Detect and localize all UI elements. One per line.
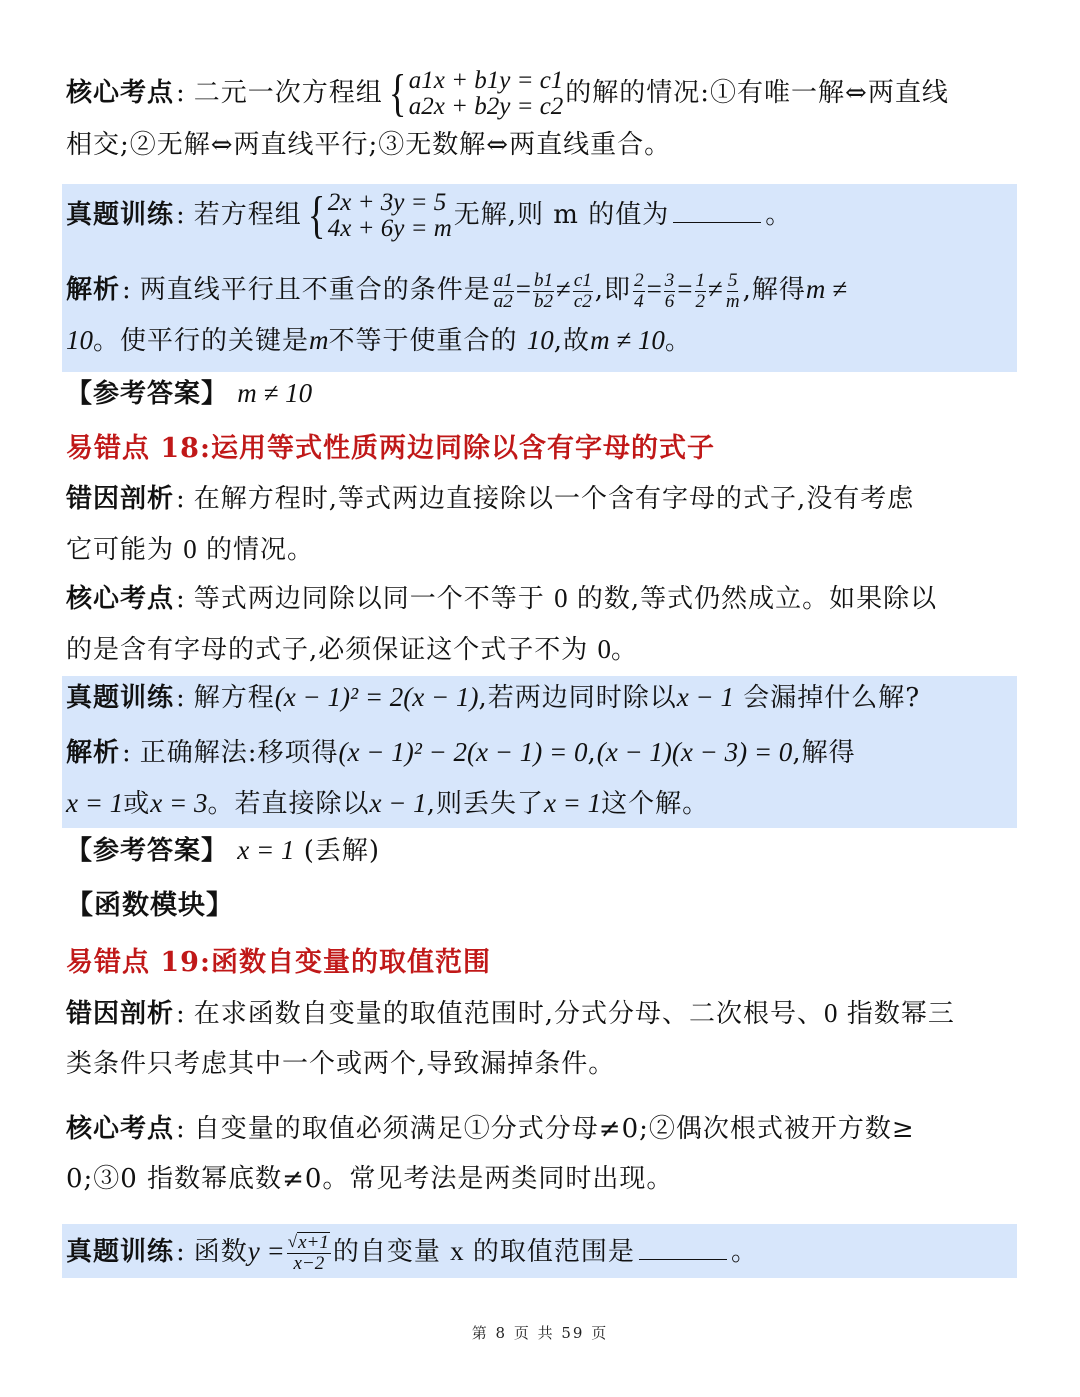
error-cause-paragraph-18: 错因剖析: 在解方程时,等式两边直接除以一个含有字母的式子,没有考虑 它可能为 0 的情况。 [66, 484, 915, 565]
fraction: $\frac{c1}{c2}$ [573, 269, 592, 312]
page-footer: 第 8 页 共 59 页 [471, 1324, 609, 1342]
exercise-1-analysis [66, 264, 1016, 366]
core-point-paragraph-1 [66, 65, 1016, 170]
answer-blank [639, 1231, 727, 1260]
equation-system: { 2x + 3y = 5 4x + 6y = m [307, 187, 452, 244]
analysis-line-1: 解析: 两直线平行且不重合的条件是 $\frac{a1}{a2}$ = $\frac{b1}{b2}$ ≠ $\frac{c1}{c2}$ ,即 $\frac{2}{4}$ = $\frac{3}{6}$ = $\frac{1}{2}$ ≠ $\frac{5}{m}$ ,解得m ≠ [66, 269, 847, 312]
system-line-2: a2x + b2y = c2 [408, 93, 564, 120]
exercise-3: 真题训练: 函数y = √ x+1 x−2 的自变量 x 的取值范围是 。 [66, 1232, 758, 1274]
exercise-2 [66, 672, 1016, 723]
module-heading: 【函数模块】 [66, 890, 234, 921]
reference-answer-1: 【参考答案】 m ≠ 10 [66, 378, 313, 409]
exercise-1-question: 真题训练: 若方程组 { 2x + 3y = 5 4x + 6y = m 无解,则 m 的值为 。 [66, 187, 793, 244]
core-point-line-1: 核心考点: 二元一次方程组 { a1x + b1y = c1 a2x + b2y = c2 的解的情况:①有唯一解⇔两直线 [66, 65, 949, 122]
system-line-1: a1x + b1y = c1 [408, 67, 564, 94]
exercise-1 [66, 187, 1016, 244]
core-point-text: 二元一次方程组 [193, 78, 383, 108]
equation-system: { a1x + b1y = c1 a2x + b2y = c2 [388, 65, 564, 122]
answer-blank [673, 194, 761, 223]
fraction: √ x+1 x−2 [287, 1232, 329, 1274]
exercise-2-question: 真题训练: 解方程(x − 1)² = 2(x − 1),若两边同时除以x − 1 会漏掉什么解? [66, 682, 921, 713]
fraction: $\frac{3}{6}$ [664, 269, 675, 312]
fraction: $\frac{5}{m}$ [725, 269, 740, 312]
error-cause-paragraph-19: 错因剖析: 在求函数自变量的取值范围时,分式分母、二次根号、0 指数幂三 类条件只考虑其中一个或两个,导致漏掉条件。 [66, 998, 955, 1079]
fraction: $\frac{2}{4}$ [634, 269, 644, 312]
core-point-paragraph-19: 核心考点: 自变量的取值必须满足①分式分母≠0;②偶次根式被开方数≥ 0;③0 指数幂底数≠0。常见考法是两类同时出现。 [66, 1114, 915, 1194]
fraction: $\frac{a1}{a2}$ [493, 269, 513, 312]
core-point-line-2: 相交;②无解⇔两直线平行;③无数解⇔两直线重合。 [66, 130, 672, 160]
fraction: $\frac{1}{2}$ [695, 269, 706, 312]
section-heading-18: 易错点 18:运用等式性质两边同除以含有字母的式子 [66, 433, 715, 464]
analysis-line-2: 10。使平行的关键是m不等于使重合的 10,故m ≠ 10。 [66, 325, 692, 356]
fraction: $\frac{b1}{b2}$ [534, 269, 554, 312]
square-root-icon: √ x+1 [287, 1232, 329, 1253]
core-point-paragraph-18: 核心考点: 等式两边同除以同一个不等于 0 的数,等式仍然成立。如果除以 的是含有字母的式子,必须保证这个式子不为 0。 [66, 583, 938, 665]
section-heading-19: 易错点 19:函数自变量的取值范围 [66, 947, 491, 978]
reference-answer-2: 【参考答案】 x = 1 (丢解) [66, 835, 381, 866]
core-point-label: 核心考点 [66, 78, 175, 108]
exercise-2-analysis: 解析: 正确解法:移项得(x − 1)² − 2(x − 1) = 0,(x − 1)(x − 3) = 0,解得 x = 1或x = 3。若直接除以x − 1,则丢失了x = 1这个解。 [66, 737, 856, 819]
